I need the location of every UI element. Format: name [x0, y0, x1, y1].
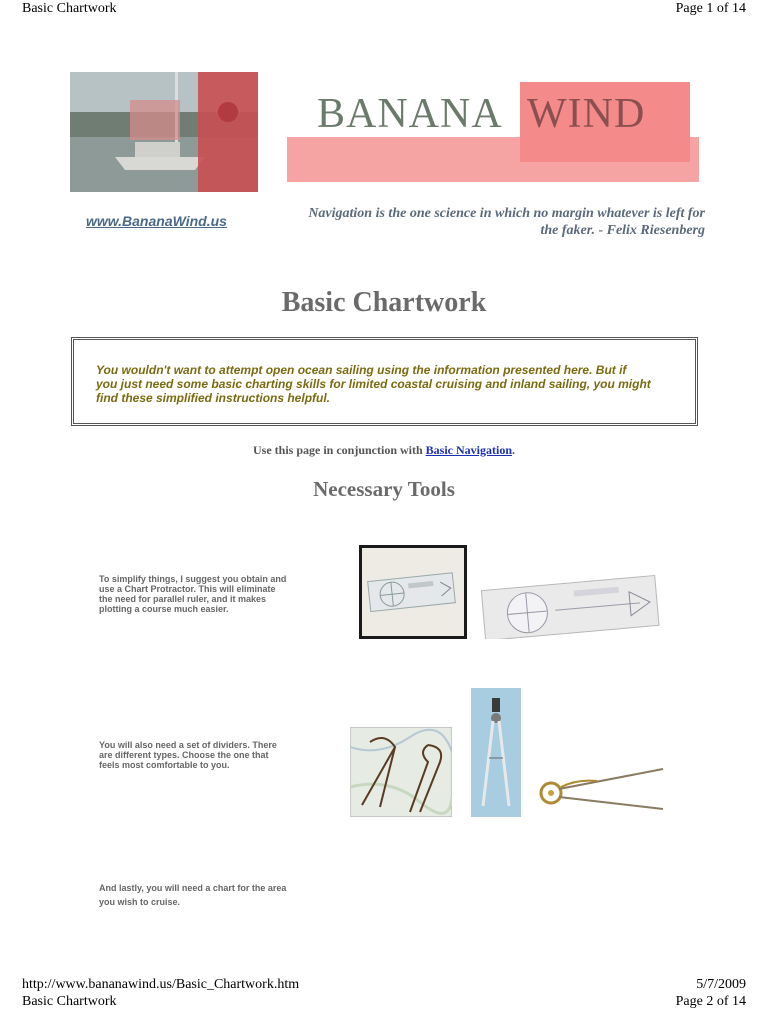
footer-date: 5/7/2009 — [696, 977, 746, 992]
logo-word-banana: BANANA — [317, 91, 503, 137]
dividers-line-2: are different types. Choose the one that — [99, 750, 269, 760]
notice-line-1: You wouldn't want to attempt open ocean sailing using the information presented here. But if — [96, 363, 627, 377]
page-title: Basic Chartwork — [281, 287, 487, 318]
footer-page-label: Page 2 of 14 — [675, 994, 746, 1009]
conjunction-suffix: . — [512, 443, 516, 457]
notice-line-3: find these simplified instructions helpful. — [96, 391, 331, 405]
notice-text — [96, 363, 651, 405]
notice-box — [71, 337, 698, 426]
chart-line-2: you wish to cruise. — [99, 897, 181, 907]
header-page-label: Page 1 of 14 — [675, 1, 746, 16]
quote — [245, 205, 705, 239]
protractor-line-1: To simplify things, I suggest you obtain and — [99, 574, 287, 584]
banana-wind-logo — [287, 82, 699, 182]
divider-compass-photo — [471, 688, 521, 817]
protractor-text — [99, 574, 286, 614]
brass-dividers-photo — [537, 765, 665, 813]
site-link[interactable]: www.BananaWind.us — [86, 213, 227, 229]
notice-line-2: you just need some basic charting skills for limited coastal cruising and inland sailing, you might — [96, 377, 651, 391]
footer-url: http://www.bananawind.us/Basic_Chartwork.htm — [22, 977, 300, 992]
protractor-line-2: use a Chart Protractor. This will eliminate — [99, 584, 276, 594]
chart-line-1: And lastly, you will need a chart for the area — [99, 883, 287, 893]
protractor-line-4: plotting a course much easier. — [99, 604, 229, 614]
chart-text — [99, 881, 286, 909]
quote-line-2: the faker. - Felix Riesenberg — [540, 223, 705, 238]
logo-word-wind: WIND — [527, 91, 646, 137]
conjunction-line — [0, 443, 768, 458]
basic-navigation-link[interactable]: Basic Navigation — [425, 443, 513, 457]
quote-line-1: Navigation is the one science in which no margin whatever is left for — [308, 206, 705, 221]
header-doc-title: Basic Chartwork — [22, 1, 117, 16]
dividers-on-chart-photo — [350, 727, 452, 817]
footer-doc-title: Basic Chartwork — [22, 994, 117, 1009]
protractor-line-3: the need for parallel ruler, and it makes — [99, 594, 267, 604]
sailboat-photo — [70, 72, 258, 192]
section-title: Necessary Tools — [313, 477, 455, 501]
protractor-photo-1 — [359, 545, 467, 639]
dividers-text — [99, 740, 277, 770]
dividers-line-1: You will also need a set of dividers. There — [99, 740, 277, 750]
conjunction-prefix: Use this page in conjunction with — [252, 443, 426, 457]
protractor-photo-2 — [480, 573, 660, 639]
dividers-line-3: feels most comfortable to you. — [99, 760, 230, 770]
